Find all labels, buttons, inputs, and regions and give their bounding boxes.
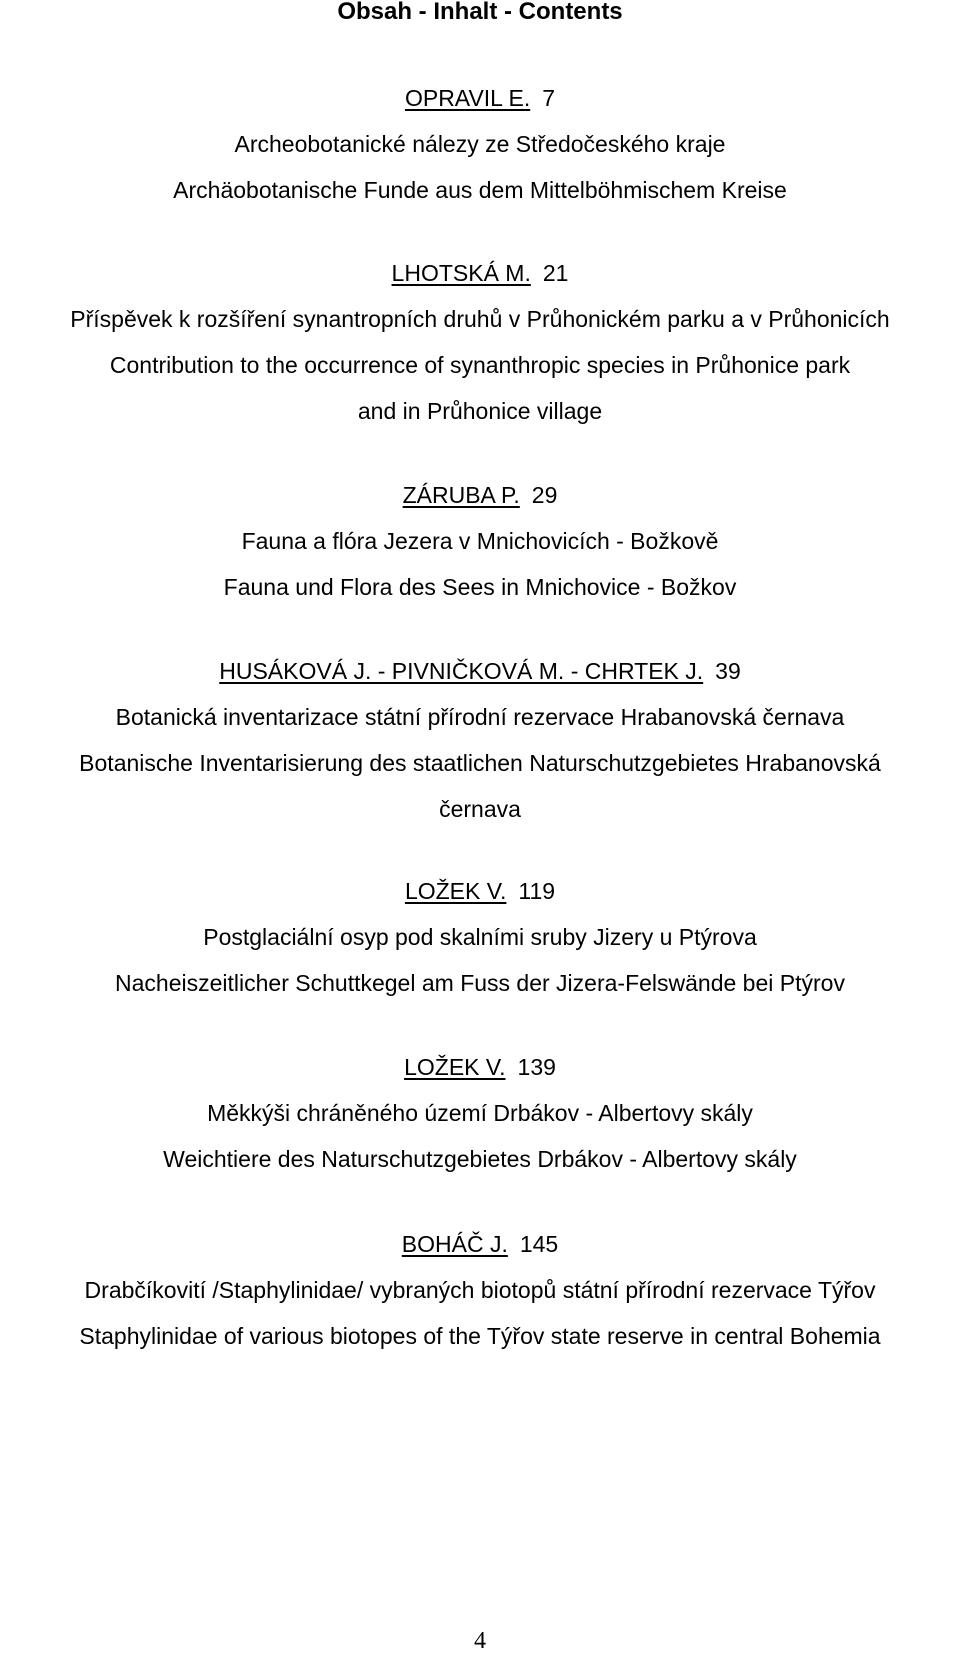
entry-page-number: 7: [542, 85, 556, 111]
entry-page-number: 21: [542, 260, 569, 286]
entry-title-line: Drabčíkovití /Staphylinidae/ vybraných biotopů státní přírodní rezervace Týřov: [84, 1277, 876, 1303]
entry-author-line: [0, 868, 960, 914]
entry-page-number: 145: [519, 1231, 559, 1257]
entry-title-line: Archeobotanické nálezy ze Středočeského kraje: [234, 131, 726, 157]
entry-author-line: [0, 1044, 960, 1090]
entry-author: ZÁRUBA P.: [402, 482, 520, 508]
toc-entry: [0, 472, 960, 610]
entry-author: HUSÁKOVÁ J. - PIVNIČKOVÁ M. - CHRTEK J.: [219, 658, 704, 684]
entry-author: LHOTSKÁ M.: [391, 260, 531, 286]
entry-title-line: Měkkýši chráněného území Drbákov - Albertovy skály: [207, 1100, 753, 1126]
entry-title-line: Botanische Inventarisierung des staatlichen Naturschutzgebietes Hrabanovská: [79, 750, 881, 776]
entry-title-line: Fauna a flóra Jezera v Mnichovicích - Božkově: [241, 528, 719, 554]
footer-page-number: 4: [474, 1628, 486, 1654]
toc-entry: [0, 648, 960, 832]
entry-title-line: and in Průhonice village: [357, 398, 603, 424]
entry-author-line: [0, 472, 960, 518]
entry-author: LOŽEK V.: [404, 878, 507, 904]
entry-author-line: [0, 1221, 960, 1267]
toc-entry: [0, 1044, 960, 1182]
entry-author: OPRAVIL E.: [404, 85, 531, 111]
toc-entry: [0, 1221, 960, 1359]
entry-title-line: Příspěvek k rozšíření synantropních druhů v Průhonickém parku a v Průhonicích: [70, 306, 890, 332]
entry-title-line: Contribution to the occurrence of synanthropic species in Průhonice park: [109, 352, 851, 378]
toc-entry: [0, 868, 960, 1006]
page-title: Obsah - Inhalt - Contents: [337, 0, 623, 25]
entry-title-line: Fauna und Flora des Sees in Mnichovice - Božkov: [223, 574, 737, 600]
entry-page-number: 29: [531, 482, 558, 508]
entry-page-number: 139: [517, 1054, 556, 1080]
entry-title-line: Weichtiere des Naturschutzgebietes Drbákov - Albertovy skály: [163, 1146, 797, 1172]
entry-title-line: Staphylinidae of various biotopes of the Týřov state reserve in central Bohemia: [79, 1323, 881, 1349]
entry-author-line: [0, 75, 960, 121]
toc-entry: [0, 75, 960, 213]
entry-author-line: [0, 648, 960, 694]
toc-entry: [0, 250, 960, 434]
entry-title-line: Postglaciální osyp pod skalními sruby Jizery u Ptýrova: [203, 924, 757, 950]
entry-title-line: Archäobotanische Funde aus dem Mittelböhmischem Kreise: [173, 177, 787, 203]
entry-page-number: 119: [518, 878, 556, 904]
entry-page-number: 39: [715, 658, 741, 684]
entry-title-line: černava: [439, 796, 521, 822]
entry-title-line: Botanická inventarizace státní přírodní rezervace Hrabanovská černava: [115, 704, 845, 730]
entry-author: LOŽEK V.: [404, 1054, 506, 1080]
entry-title-line: Nacheiszeitlicher Schuttkegel am Fuss der Jizera-Felswände bei Ptýrov: [115, 970, 845, 996]
entry-author: BOHÁČ J.: [401, 1231, 508, 1257]
entry-author-line: [0, 250, 960, 296]
